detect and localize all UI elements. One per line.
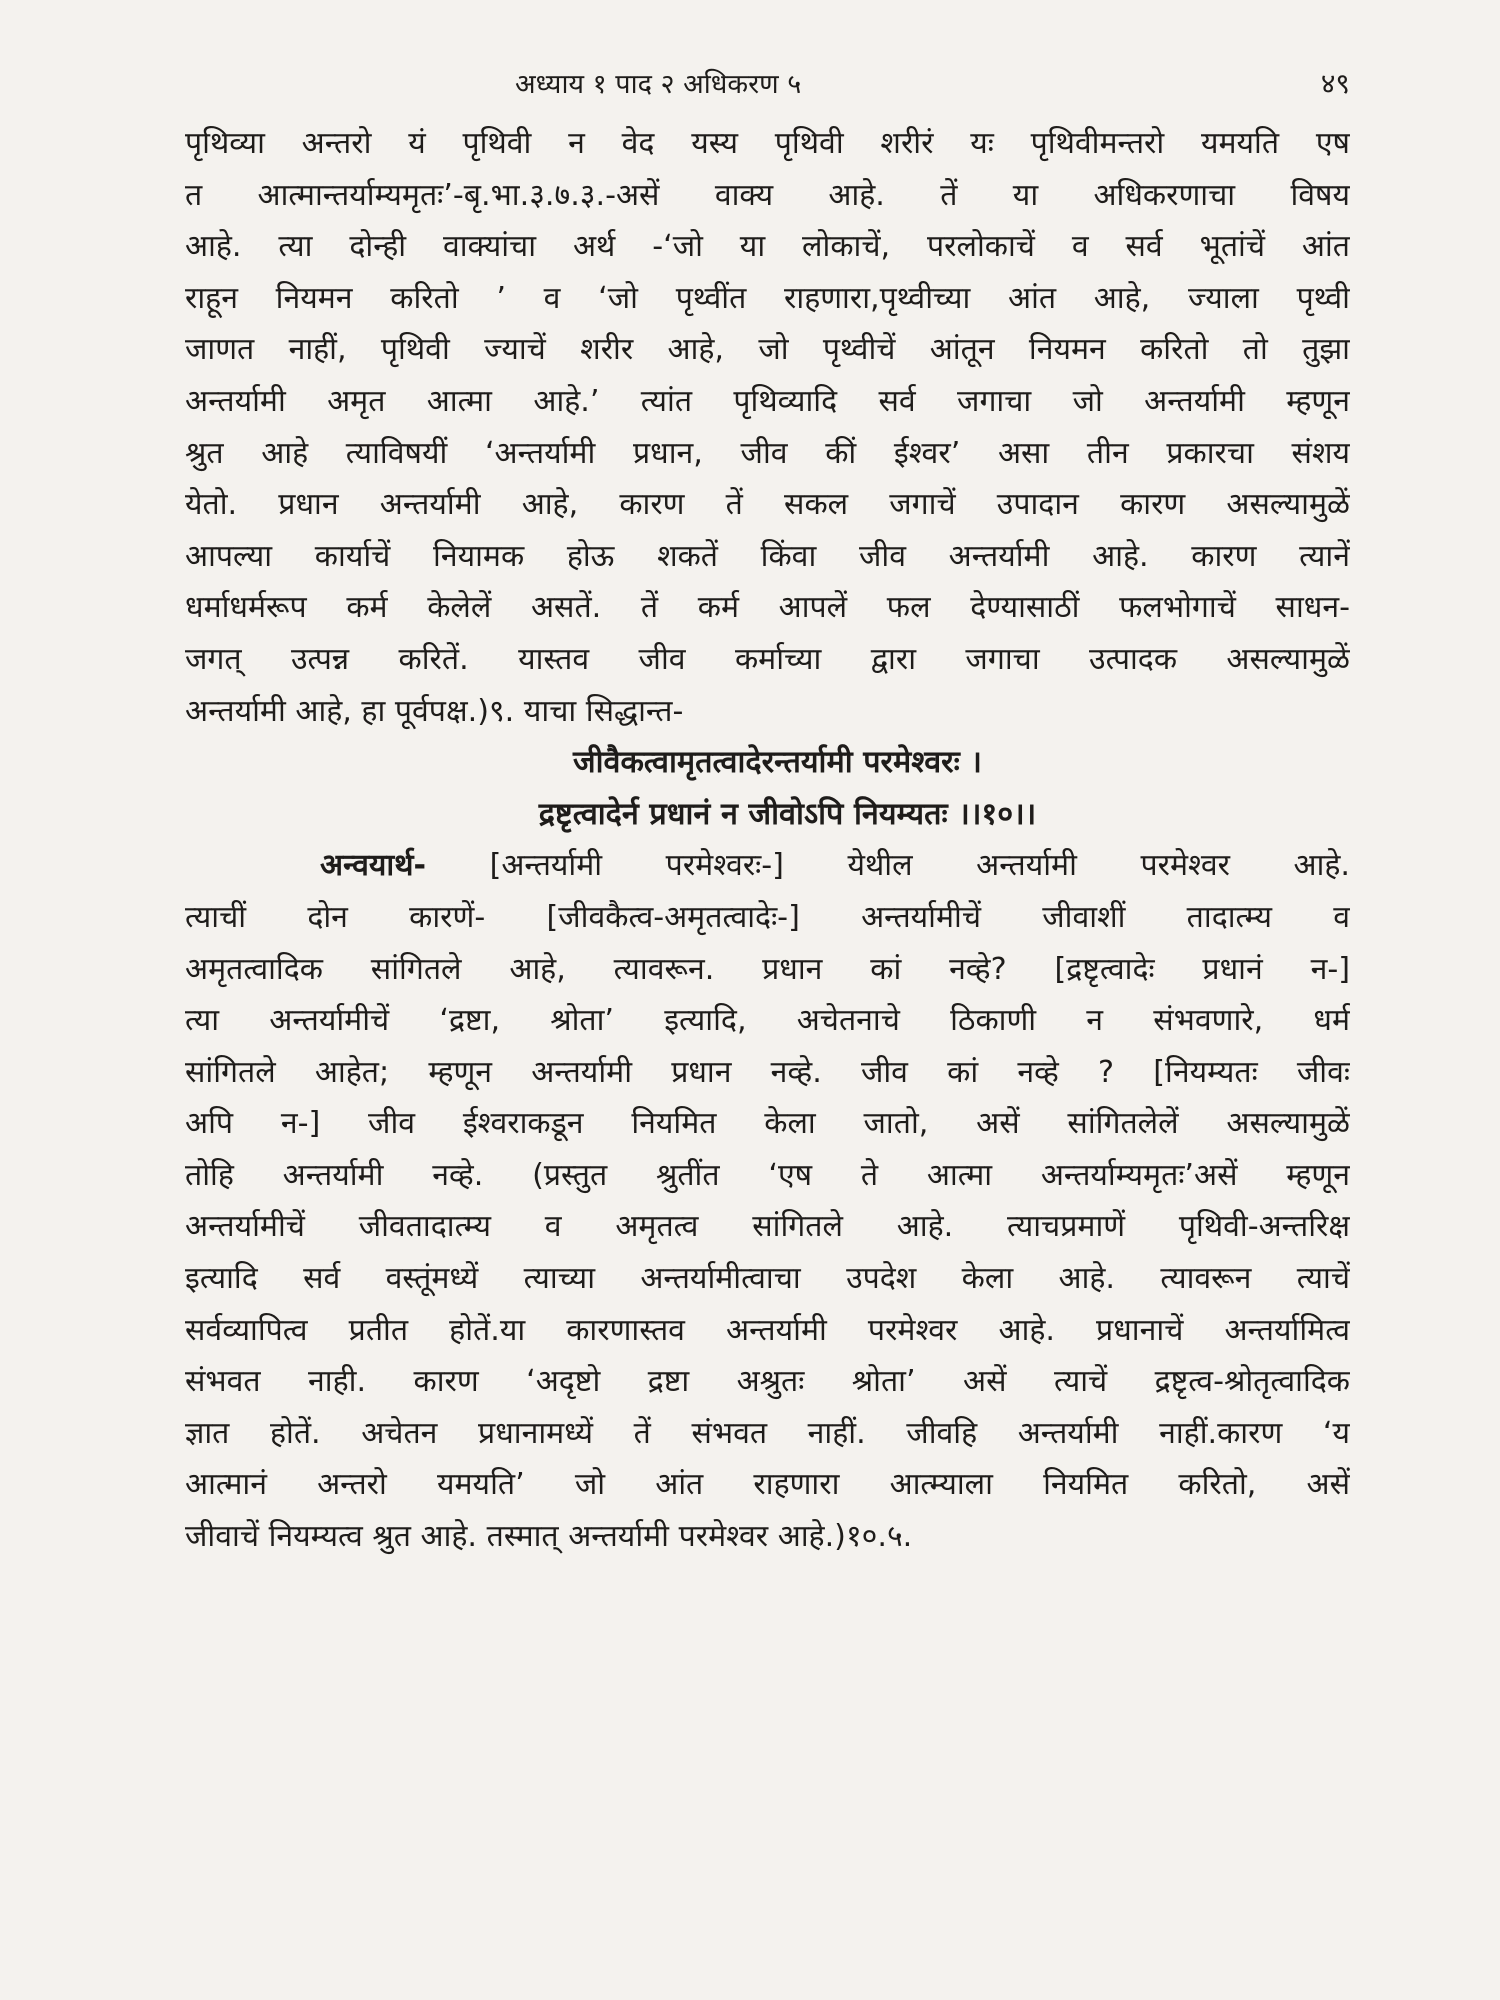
sutra-verse-line-1: जीवैकत्वामृतत्वादेरन्तर्यामी परमेश्वरः ।	[573, 745, 982, 781]
commentary-first-line	[185, 840, 1350, 892]
text-line: ज्ञात होतें. अचेतन प्रधानामध्यें तें संभवत नाहीं. जीवहि अन्तर्यामी नाहीं.कारण ‘य	[185, 1415, 1350, 1451]
text-line: आत्मानं अन्तरो यमयति’ जो आंत राहणारा आत्म्याला नियमित करितो, असें	[185, 1467, 1350, 1503]
text-line: श्रुत आहे त्याविषयीं ‘अन्तर्यामी प्रधान, जीव कीं ईश्वर’ असा तीन प्रकारचा संशय	[185, 435, 1350, 471]
text-line: संभवत नाही. कारण ‘अदृष्टो द्रष्टा अश्रुतः श्रोता’ असें त्याचें द्रष्टृत्व-श्रोतृत्वादिक	[185, 1364, 1350, 1400]
text-line: त्या अन्तर्यामीचें ‘द्रष्टा, श्रोता’ इत्यादि, अचेतनाचे ठिकाणी न संभवणारे, धर्म	[185, 1003, 1350, 1039]
text-line: येतो. प्रधान अन्तर्यामी आहे, कारण तें सकल जगाचें उपादान कारण असल्यामुळें	[185, 487, 1350, 523]
page-body	[185, 118, 1350, 1563]
sutra-verse-line-2: द्रष्टृत्वादेर्न प्रधानं न जीवोऽपि नियम्यतः ।।१०।।	[538, 796, 1037, 832]
text-line: त्याचीं दोन कारणें- [जीवकैत्व-अमृतत्वादेः-] अन्तर्यामीचें जीवाशीं तादात्म्य व	[185, 899, 1350, 935]
page-number: ४९	[1320, 67, 1350, 100]
text-line: अपि न-] जीव ईश्वराकडून नियमित केला जातो, असें सांगितलेलें असल्यामुळें	[185, 1106, 1350, 1142]
text-line: त आत्मान्तर्याम्यमृतः’-बृ.भा.३.७.३.-असें वाक्य आहे. तें या अधिकरणाचा विषय	[185, 177, 1350, 213]
page-header	[185, 58, 1350, 118]
commentary-first-text: [अन्तर्यामी परमेश्वरः-] येथील अन्तर्यामी परमेश्वर आहे.	[426, 848, 1350, 884]
text-line: आपल्या कार्याचें नियामक होऊ शकतें किंवा जीव अन्तर्यामी आहे. कारण त्यानें	[185, 538, 1350, 574]
text-line: जगत् उत्पन्न करितें. यास्तव जीव कर्माच्या द्वारा जगाचा उत्पादक असल्यामुळें	[185, 641, 1350, 677]
text-line: सर्वव्यापित्व प्रतीत होतें.या कारणास्तव अन्तर्यामी परमेश्वर आहे. प्रधानाचें अन्तर्यामित्व	[185, 1312, 1350, 1348]
text-line: अन्तर्यामी अमृत आत्मा आहे.’ त्यांत पृथिव्यादि सर्व जगाचा जो अन्तर्यामी म्हणून	[185, 383, 1350, 419]
text-line: आहे. त्या दोन्ही वाक्यांचा अर्थ -‘जो या लोकाचें, परलोकाचें व सर्व भूतांचें आंत	[185, 229, 1350, 265]
running-title: अध्याय १ पाद २ अधिकरण ५	[515, 69, 802, 100]
text-line: जाणत नाहीं, पृथिवी ज्याचें शरीर आहे, जो पृथ्वीचें आंतून नियमन करितो तो तुझा	[185, 332, 1350, 368]
text-line: इत्यादि सर्व वस्तूंमध्यें त्याच्या अन्तर्यामीत्वाचा उपदेश केला आहे. त्यावरून त्याचें	[185, 1261, 1350, 1297]
text-line: जीवाचें नियम्यत्व श्रुत आहे. तस्मात् अन्तर्यामी परमेश्वर आहे.)१०.५.	[185, 1519, 913, 1555]
text-line: धर्माधर्मरूप कर्म केलेलें असतें. तें कर्म आपलें फल देण्यासाठीं फलभोगाचें साधन-	[185, 590, 1350, 626]
text-line: अन्तर्यामी आहे, हा पूर्वपक्ष.)९. याचा सिद्धान्त-	[185, 693, 684, 729]
text-line: सांगितले आहेत; म्हणून अन्तर्यामी प्रधान नव्हे. जीव कां नव्हे ? [नियम्यतः जीवः	[185, 1054, 1350, 1090]
text-line: अमृतत्वादिक सांगितले आहे, त्यावरून. प्रधान कां नव्हे? [द्रष्टृत्वादेः प्रधानं न-]	[185, 951, 1350, 987]
text-line: राहून नियमन करितो ’ व ‘जो पृथ्वींत राहणारा,पृथ्वीच्या आंत आहे, ज्याला पृथ्वी	[185, 280, 1350, 316]
text-line: अन्तर्यामीचें जीवतादात्म्य व अमृतत्व सांगितले आहे. त्याचप्रमाणें पृथिवी-अन्तरिक्ष	[185, 1209, 1350, 1245]
anvayartha-heading: अन्वयार्थ-	[320, 848, 427, 884]
text-line: तोहि अन्तर्यामी नव्हे. (प्रस्तुत श्रुतींत ‘एष ते आत्मा अन्तर्याम्यमृतः’असें म्हणून	[185, 1157, 1350, 1193]
text-line: पृथिव्या अन्तरो यं पृथिवी न वेद यस्य पृथिवी शरीरं यः पृथिवीमन्तरो यमयति एष	[185, 126, 1350, 161]
